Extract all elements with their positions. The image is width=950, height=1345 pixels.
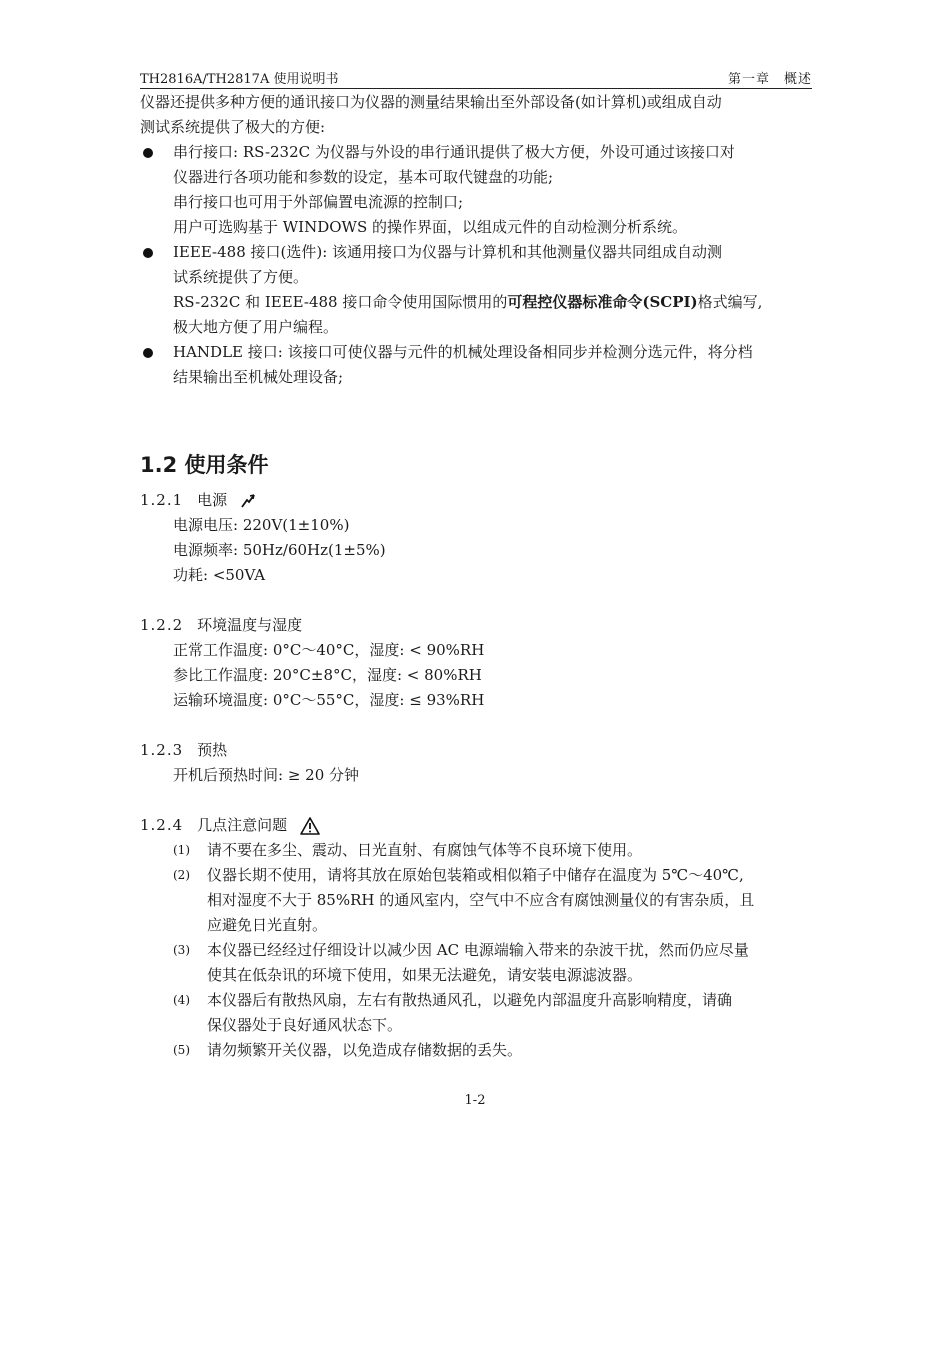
- page-header: [140, 66, 812, 89]
- power-voltage: 电源电压: 220V(1±10%): [173, 516, 350, 534]
- bullet-item-serial: [140, 140, 800, 240]
- note-item: [140, 988, 800, 1038]
- subsection-title: 预热: [197, 741, 228, 759]
- note-number: (5): [173, 1043, 190, 1057]
- env-reference: 参比工作温度: 20°C±8°C，湿度: < 80%RH: [173, 666, 482, 684]
- header-doc-title: TH2816A/TH2817A 使用说明书: [140, 72, 339, 87]
- bullet-text: 串行接口也可用于外部偏置电流源的控制口;: [173, 193, 464, 211]
- warmup-time: 开机后预热时间: ≥ 20 分钟: [173, 766, 360, 784]
- warning-icon: [300, 817, 320, 835]
- bullet-text-scpi: [173, 290, 800, 315]
- bullet-text: 用户可选购基于 WINDOWS 的操作界面，以组成元件的自动检测分析系统。: [173, 218, 688, 236]
- bullet-text: 结果输出至机械处理设备;: [173, 368, 344, 386]
- env-normal: 正常工作温度: 0°C～40°C，湿度: < 90%RH: [173, 641, 485, 659]
- note-text: 本仪器已经经过仔细设计以减少因 AC 电源端输入带来的杂波干扰，然而仍应尽量: [207, 941, 749, 959]
- bullet-item-handle: [140, 340, 800, 390]
- power-consumption: 功耗: <50VA: [173, 566, 266, 584]
- subsection-title: 环境温度与湿度: [197, 616, 303, 634]
- subsection-number: 1.2.4: [140, 816, 184, 834]
- bullet-text: 仪器进行各项功能和参数的设定，基本可取代键盘的功能;: [173, 168, 554, 186]
- note-item: [140, 1038, 800, 1063]
- subsection-number: 1.2.2: [140, 616, 184, 634]
- bullet-text: HANDLE 接口: 该接口可使仪器与元件的机械处理设备相同步并检测分选元件，将分档: [173, 343, 753, 361]
- scpi-bold: 可程控仪器标准命令(SCPI): [507, 293, 698, 311]
- subsection-number: 1.2.1: [140, 491, 184, 509]
- bullet-dot: [143, 348, 153, 358]
- page-body: [140, 90, 800, 1063]
- note-text: 使其在低杂讯的环境下使用，如果无法避免，请安装电源滤波器。: [207, 966, 643, 984]
- note-item: [140, 838, 800, 863]
- note-text: 仪器长期不使用，请将其放在原始包装箱或相似箱子中储存在温度为 5℃～40℃,: [207, 866, 744, 884]
- note-text: 保仪器处于良好通风状态下。: [207, 1016, 403, 1034]
- note-text: 应避免日光直射。: [207, 916, 328, 934]
- header-chapter: 第一章 概述: [727, 72, 812, 87]
- note-number: (2): [173, 868, 190, 882]
- subsection-title: 电源: [197, 491, 228, 509]
- scpi-post: 格式编写,: [697, 293, 763, 311]
- env-transport: 运输环境温度: 0°C～55°C，湿度: ≤ 93%RH: [173, 691, 485, 709]
- bullet-item-ieee488: [140, 240, 800, 340]
- bullet-text: IEEE-488 接口(选件): 该通用接口为仪器与计算机和其他测量仪器共同组成自动测: [173, 243, 723, 261]
- note-text: 请不要在多尘、震动、日光直射、有腐蚀气体等不良环境下使用。: [207, 841, 643, 859]
- intro-line: 测试系统提供了极大的方便:: [140, 118, 326, 136]
- subsection-title: 几点注意问题: [197, 816, 288, 834]
- scpi-pre: RS-232C 和 IEEE-488 接口命令使用国际惯用的: [173, 293, 508, 311]
- subsection-warmup: [140, 738, 800, 763]
- note-text: 本仪器后有散热风扇，左右有散热通风孔，以避免内部温度升高影响精度，请确: [207, 991, 733, 1009]
- bullet-text: 串行接口: RS-232C 为仪器与外设的串行通讯提供了极大方便，外设可通过该接口对: [173, 143, 735, 161]
- note-number: (1): [173, 843, 190, 857]
- note-number: (4): [173, 993, 190, 1007]
- subsection-number: 1.2.3: [140, 741, 184, 759]
- note-text: 请勿频繁开关仪器，以免造成存储数据的丢失。: [207, 1041, 523, 1059]
- note-text: 相对湿度不大于 85%RH 的通风室内，空气中不应含有腐蚀测量仪的有害杂质，且: [207, 891, 755, 909]
- bullet-text: 试系统提供了方便。: [173, 268, 309, 286]
- bullet-dot: [143, 148, 153, 158]
- note-number: (3): [173, 943, 190, 957]
- note-item: [140, 938, 800, 988]
- intro-line: 仪器还提供多种方便的通讯接口为仪器的测量结果输出至外部设备(如计算机)或组成自动: [140, 93, 722, 111]
- subsection-notes: [140, 813, 800, 838]
- power-frequency: 电源频率: 50Hz/60Hz(1±5%): [173, 541, 386, 559]
- bullet-text: 极大地方便了用户编程。: [173, 318, 339, 336]
- section-title: 1.2 使用条件: [140, 453, 269, 477]
- lightning-icon: [240, 494, 256, 508]
- subsection-environment: [140, 613, 800, 638]
- bullet-dot: [143, 248, 153, 258]
- note-item: [140, 863, 800, 938]
- subsection-power: [140, 488, 800, 513]
- page-number: 1-2: [464, 1093, 486, 1108]
